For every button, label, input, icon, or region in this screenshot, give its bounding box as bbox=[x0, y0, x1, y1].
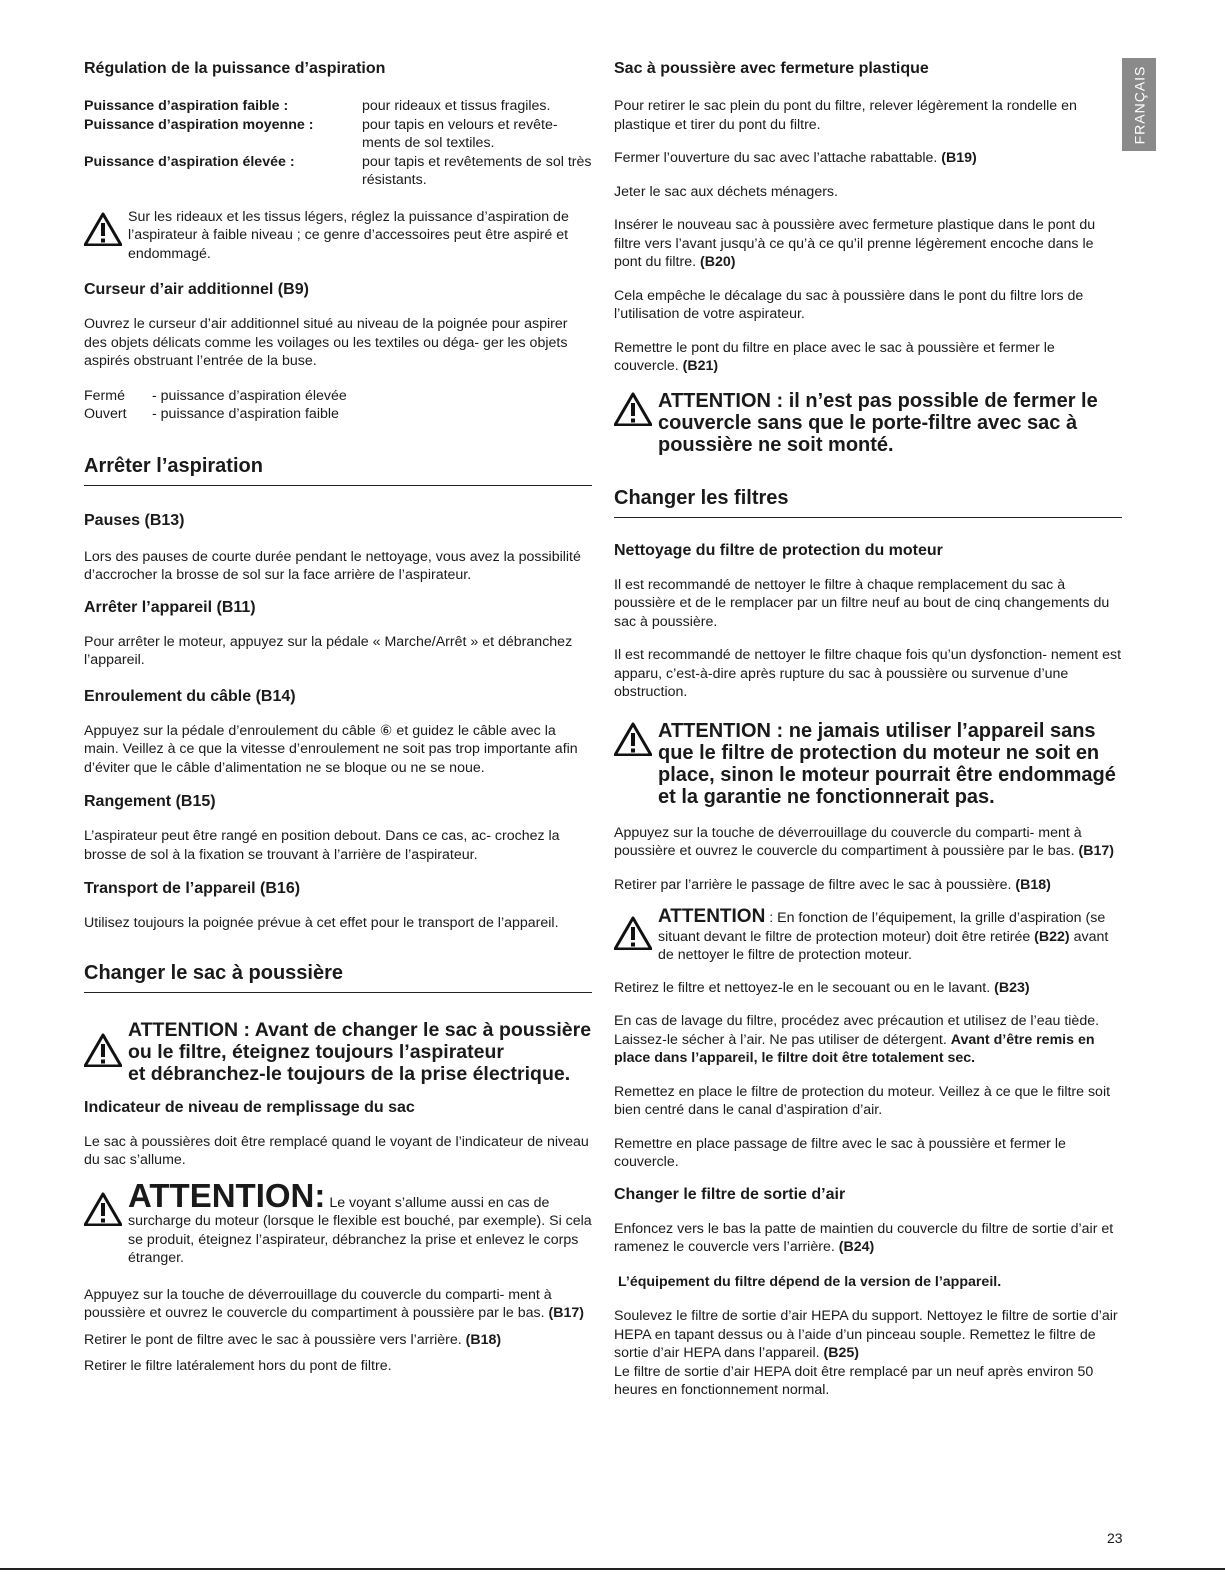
paragraph: Insérer le nouveau sac à poussière avec fermeture plastique dans le pont du filtre vers l’avant jusqu’à ce qu’à ce qu’il prenne légèrement encoche dans le pont du filtre. (B20) bbox=[614, 217, 1096, 270]
paragraph: Le filtre de sortie d’air HEPA doit être remplacé par un neuf après environ 50 heures en fonctionnement normal. bbox=[614, 1363, 1094, 1398]
power-value: pour tapis et revêtements de sol très résistants. bbox=[362, 153, 592, 188]
attention-label: ATTENTION: bbox=[128, 1176, 326, 1214]
enroulement-text: Appuyez sur la pédale d’enroulement du câble ⑥ et guidez le câble avec la main. Veillez à ce que la vitesse d’enroulement ne soit pas trop importante afin d’éviter que le câble d’alimentation ne se bloque ou ne se noue. bbox=[84, 722, 578, 776]
warning-block bbox=[614, 908, 1122, 965]
language-tab bbox=[1122, 58, 1156, 151]
state-label: Ouvert bbox=[84, 406, 127, 422]
power-label: Puissance d’aspiration moyenne : bbox=[84, 116, 314, 133]
paragraph: En cas de lavage du filtre, procédez avec précaution et utilisez de l’eau tiède. Laissez-le sécher à l’air. Ne pas utiliser de détergent. Avant d’être remis en place dans l’appareil, le filtre doit être totalement sec. bbox=[614, 1013, 1100, 1066]
paragraph: Soulevez le filtre de sortie d’air HEPA du support. Nettoyez le filtre de sortie d’air HEPA en tapant dessus ou à l’aide d’un pinceau souple. Remettez le filtre de sortie d’air HEPA dans l’appareil. (B25) bbox=[614, 1308, 1118, 1361]
pauses-text: Lors des pauses de courte durée pendant le nettoyage, vous avez la possibilité d’accrocher la brosse de sol sur la face arrière de l’aspirateur. bbox=[84, 548, 581, 583]
figure-ref: (B17) bbox=[1078, 843, 1114, 859]
warning-text: ATTENTION : ne jamais utiliser l’appareil sans que le filtre de protection du moteur ne soit en place, sinon le moteur pourrait être endommagé et la garantie ne fonctionnerait pas. bbox=[658, 719, 1116, 808]
page-number: 23 bbox=[1107, 1530, 1123, 1546]
state-row bbox=[84, 405, 592, 424]
paragraph: Cela empêche le décalage du sac à poussière dans le pont du filtre lors de l’utilisation de votre aspirateur. bbox=[614, 287, 1084, 322]
paragraph: Retirer par l’arrière le passage de filtre avec le sac à poussière. (B18) bbox=[614, 876, 1051, 893]
paragraph: Retirez le filtre et nettoyez-le en le secouant ou en le lavant. (B23) bbox=[614, 979, 1030, 996]
language-tab-label: FRANÇAIS bbox=[1131, 65, 1148, 144]
paragraph: Appuyez sur la touche de déverrouillage du couvercle du comparti- ment à poussière et ouvrez le couvercle du compartiment à poussière par le bas. (B17) bbox=[614, 824, 1114, 859]
paragraph: Fermer l’ouverture du sac avec l’attache rabattable. (B19) bbox=[614, 150, 977, 166]
nettoyage-title: Nettoyage du filtre de protection du moteur bbox=[614, 541, 943, 559]
regulation-title: Régulation de la puissance d’aspiration bbox=[84, 60, 386, 77]
paragraph: Pour retirer le sac plein du pont du filtre, relever légèrement la rondelle en plastique et tirer du pont du filtre. bbox=[614, 98, 1077, 133]
warning-line: ou le filtre, éteignez toujours l’aspirateur bbox=[128, 1040, 504, 1063]
section-changer-sac: Changer le sac à poussière bbox=[84, 961, 592, 993]
warning-icon bbox=[614, 392, 652, 426]
figure-ref: (B23) bbox=[994, 979, 1030, 996]
enroulement-title: Enroulement du câble (B14) bbox=[84, 687, 296, 705]
equipment-note: L’équipement du filtre dépend de la version de l’appareil. bbox=[618, 1273, 1002, 1290]
curseur-text: Ouvrez le curseur d’air additionnel situé au niveau de la poignée pour aspirer des objets délicats comme les voilages ou les textiles ou déga- ger les objets aspirés obstruant l’entrée de la buse. bbox=[84, 316, 568, 369]
power-row bbox=[84, 97, 592, 116]
power-label: Puissance d’aspiration élevée : bbox=[84, 153, 295, 170]
figure-ref: (B18) bbox=[1015, 876, 1051, 893]
warning-icon bbox=[614, 722, 652, 756]
pauses-title: Pauses (B13) bbox=[84, 511, 185, 529]
figure-ref: (B17) bbox=[548, 1305, 584, 1321]
warning-block bbox=[84, 1176, 592, 1268]
state-row bbox=[84, 387, 592, 406]
warning-block bbox=[84, 1019, 592, 1085]
warning-text: ATTENTION : En fonction de l’équipement, la grille d’aspiration (se situant devant le filtre de protection moteur) doit être retirée (B22) avant de nettoyer le filtre de protection moteur. bbox=[658, 906, 1109, 963]
figure-ref: (B21) bbox=[682, 358, 719, 374]
attention-label: ATTENTION bbox=[658, 906, 766, 927]
paragraph: Remettre le pont du filtre en place avec le sac à poussière et fermer le couvercle. (B21) bbox=[614, 339, 1055, 374]
power-table bbox=[84, 97, 592, 190]
warning-block bbox=[84, 208, 592, 264]
indicateur-title: Indicateur de niveau de remplissage du sac bbox=[84, 1098, 415, 1116]
power-label: Puissance d’aspiration faible : bbox=[84, 98, 289, 114]
retirer-pont-text: Retirer le pont de filtre avec le sac à poussière vers l’arrière. (B18) bbox=[84, 1331, 502, 1348]
paragraph: Jeter le sac aux déchets ménagers. bbox=[614, 183, 838, 200]
bottom-rule bbox=[0, 1568, 1225, 1570]
paragraph: Remettre en place passage de filtre avec le sac à poussière et fermer le couvercle. bbox=[614, 1135, 1066, 1170]
figure-ref: (B22) bbox=[1034, 928, 1070, 945]
sortie-air-title: Changer le filtre de sortie d’air bbox=[614, 1185, 846, 1203]
state-value: - puissance d’aspiration faible bbox=[152, 406, 339, 422]
indicateur-text: Le sac à poussières doit être remplacé quand le voyant de l’indicateur de niveau du sac s’allume. bbox=[84, 1133, 589, 1168]
deverrouillage-text: Appuyez sur la touche de déverrouillage du couvercle du comparti- ment à poussière et ouvrez le couvercle du compartiment à poussière par le bas. (B17) bbox=[84, 1286, 584, 1321]
left-column bbox=[84, 58, 592, 1376]
warning-block bbox=[614, 720, 1122, 808]
warning-line: et débranchez-le toujours de la prise électrique. bbox=[128, 1062, 571, 1085]
power-value: pour rideaux et tissus fragiles. bbox=[362, 98, 551, 114]
paragraph: Remettez en place le filtre de protection du moteur. Veillez à ce que le filtre soit bien centré dans le canal d’aspiration d’air. bbox=[614, 1083, 1111, 1118]
state-label: Fermé bbox=[84, 387, 125, 404]
retirer-filtre-text: Retirer le filtre latéralement hors du pont de filtre. bbox=[84, 1358, 392, 1374]
sac-plastique-title: Sac à poussière avec fermeture plastique bbox=[614, 60, 929, 77]
curseur-title: Curseur d’air additionnel (B9) bbox=[84, 281, 309, 298]
state-value: - puissance d’aspiration élevée bbox=[152, 387, 347, 404]
figure-ref: (B18) bbox=[465, 1331, 502, 1348]
paragraph: Enfoncez vers le bas la patte de maintien du couvercle du filtre de sortie d’air et ramenez le couvercle vers l’arrière. (B24) bbox=[614, 1220, 1114, 1255]
paragraph: Il est recommandé de nettoyer le filtre chaque fois qu’un dysfonction- nement est apparu, c’est-à-dire après rupture du sac à poussière ou survenue d’une obstruction. bbox=[614, 647, 1122, 700]
warning-icon bbox=[84, 212, 122, 246]
power-value: pour tapis en velours et revête- ments de sol textiles. bbox=[362, 116, 558, 151]
warning-block bbox=[614, 390, 1122, 456]
figure-ref: (B25) bbox=[823, 1345, 859, 1361]
figure-ref: (B19) bbox=[941, 150, 977, 166]
figure-ref: (B20) bbox=[699, 254, 736, 270]
arreter-appareil-text: Pour arrêter le moteur, appuyez sur la pédale « Marche/Arrêt » et débranchez l’appareil. bbox=[84, 633, 573, 668]
warning-text: ATTENTION: Le voyant s’allume aussi en cas de surcharge du moteur (lorsque le flexible est bouché, par exemple). Si cela se produit, éteignez l’aspirateur, débranchez la prise et enlevez le corps étranger. bbox=[128, 1176, 592, 1266]
bold-note: Avant d’être remis en place dans l’appareil, le filtre doit être totalement sec. bbox=[614, 1031, 1095, 1066]
power-row bbox=[84, 116, 592, 153]
warning-text: ATTENTION : il n’est pas possible de fermer le couvercle sans que le porte-filtre avec sac à poussière ne soit monté. bbox=[658, 389, 1098, 456]
transport-text: Utilisez toujours la poignée prévue à cet effet pour le transport de l’appareil. bbox=[84, 915, 559, 931]
warning-icon bbox=[614, 916, 652, 950]
rangement-text: L’aspirateur peut être rangé en position debout. Dans ce cas, ac- crochez la brosse de sol à la fixation se trouvant à l’arrière de l’aspirateur. bbox=[84, 828, 560, 863]
warning-line: ATTENTION : Avant de changer le sac à poussière bbox=[128, 1018, 592, 1041]
rangement-title: Rangement (B15) bbox=[84, 793, 216, 810]
section-arreter-aspiration: Arrêter l’aspiration bbox=[84, 454, 592, 486]
paragraph: Il est recommandé de nettoyer le filtre à chaque remplacement du sac à poussière et de le remplacer par un filtre neuf au bout de cinq changements du sac à poussière. bbox=[614, 576, 1110, 630]
section-changer-filtres: Changer les filtres bbox=[614, 486, 1122, 518]
warning-icon bbox=[84, 1033, 122, 1067]
arreter-appareil-title: Arrêter l’appareil (B11) bbox=[84, 598, 256, 616]
right-column bbox=[614, 58, 1122, 1400]
transport-title: Transport de l’appareil (B16) bbox=[84, 880, 301, 897]
power-row bbox=[84, 153, 592, 190]
warning-icon bbox=[84, 1192, 122, 1226]
figure-ref: (B24) bbox=[838, 1239, 875, 1255]
curseur-states bbox=[84, 387, 592, 424]
warning-text: Sur les rideaux et les tissus légers, réglez la puissance d’aspiration de l’aspirateur à faible niveau ; ce genre d’accessoires peut être aspiré et endommagé. bbox=[128, 208, 569, 262]
